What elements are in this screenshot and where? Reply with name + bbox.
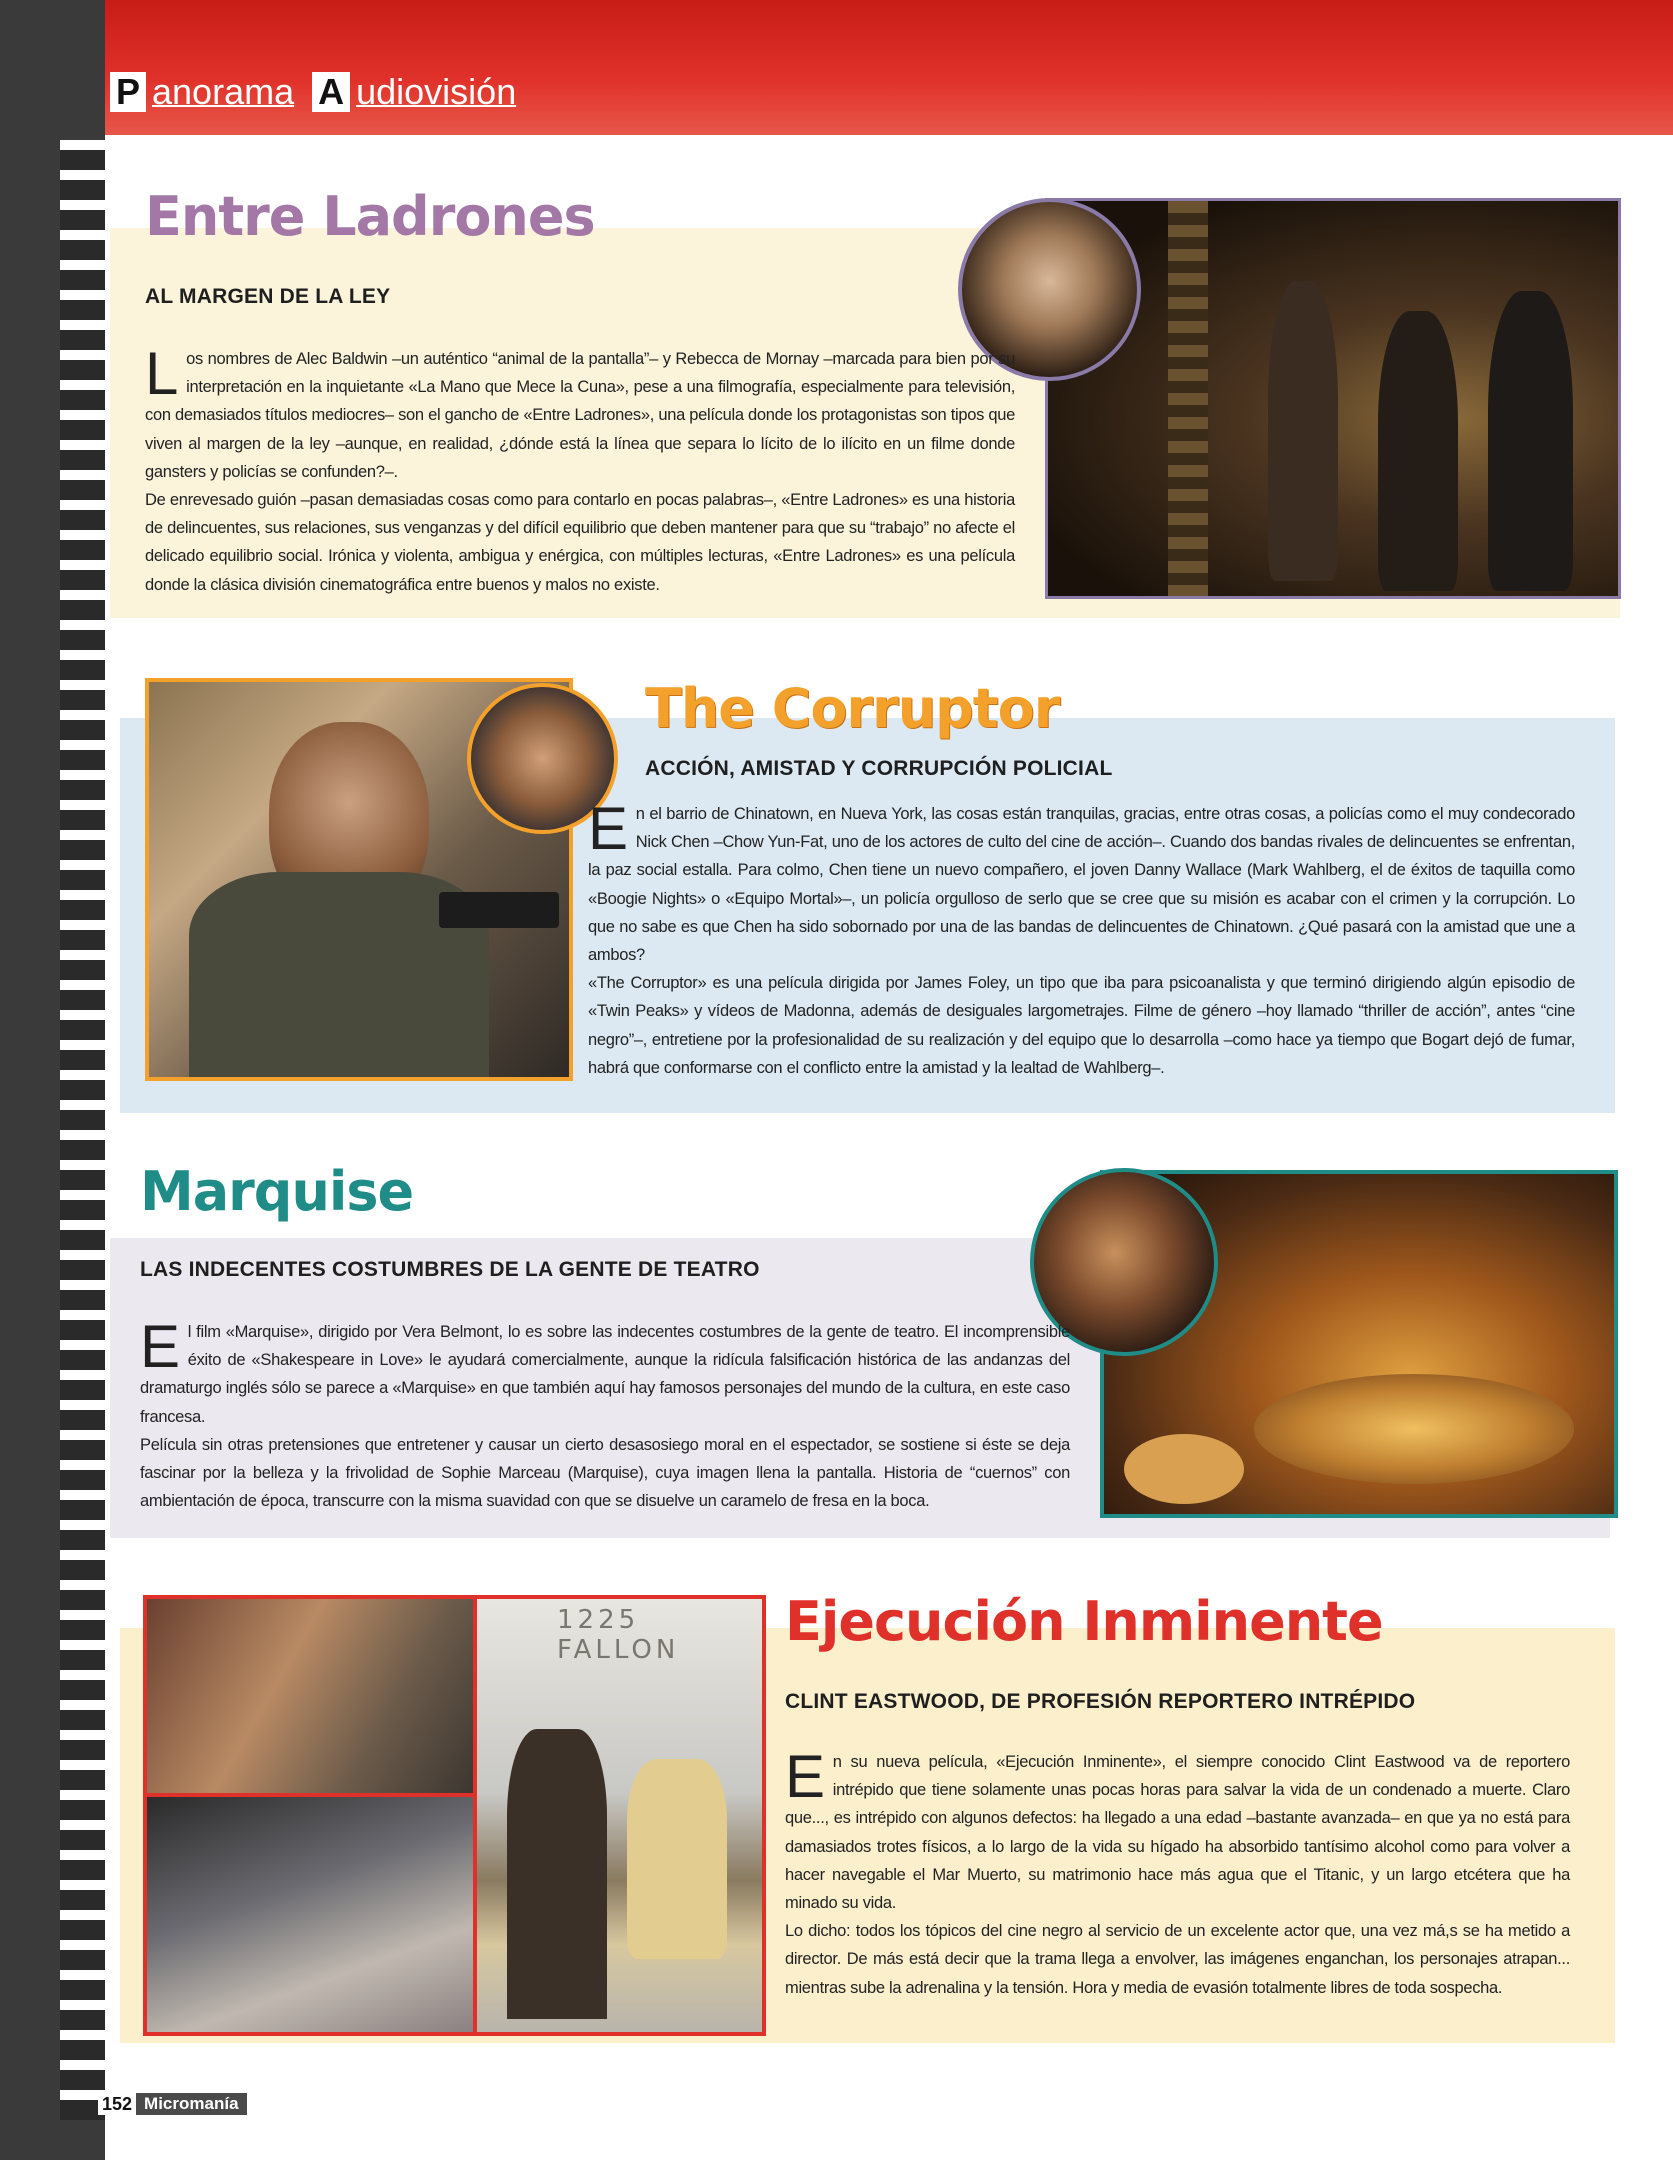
drop-cap: E (785, 1743, 825, 1810)
page-number: 152 (98, 2094, 136, 2115)
article-body-entre-ladrones (145, 340, 1015, 599)
paragraph: n el barrio de Chinatown, en Nueva York, las cosas están tranquilas, gracias, entre otras cosas, a policías como el muy condecorado Nick Chen –Chow Yun-Fat, uno de los actores de culto del cine de acción–. Cuando dos bandas rivales de delincuentes se enfrentan, la paz social estalla. Para colmo, Chen tiene un nuevo compañero, el joven Danny Wallace (Mark Wahlberg, el de éxitos de taquilla como «Boogie Nights» o «Equipo Mortal»–, un policía orgulloso de serlo que se cree que su misión es acabar con el crimen y la corrupción. Lo que no sabe es que Chen ha sido sobornado por una de las bandas de delincuentes de Chinatown. ¿Qué pasará con la amistad que une a ambos? (588, 805, 1575, 965)
ejecucion-still-photo-top (143, 1595, 481, 1801)
article-title-entre-ladrones: Entre Ladrones (145, 185, 595, 248)
paragraph: n su nueva película, «Ejecución Inminente», el siempre conocido Clint Eastwood va de reportero intrépido que tiene solamente unas pocas horas para salvar la vida de un condenado a muerte. Claro que..., es intrépido con algunos defectos: ha llegado a una edad –bastante avanzada– en que ya no está para damasiados trotes físicos, a lo largo de la vida su hígado ha absorbido tantísimo alcohol como para volver a hacer navegable el Mar Muerto, su matrimonio hace más agua que el Titanic, y un largo etcétera que ha minado su vida. (785, 1753, 1570, 1913)
paragraph: Película sin otras pretensiones que entretener y causar un cierto desasosiego moral en el espectador, se sostiene si éste se deja fascinar por la belleza y la frivolidad de Sophie Marceau (Marquise), cuya imagen llena la pantalla. Historia de “cuernos” con ambientación de época, transcurre con la misma suavidad con que se disuelve un caramelo de fresa en la boca. (140, 1435, 1070, 1511)
article-subtitle-marquise: LAS INDECENTES COSTUMBRES DE LA GENTE DE TEATRO (140, 1258, 760, 1281)
article-body-marquise (140, 1313, 1070, 1515)
article-subtitle-entre-ladrones: AL MARGEN DE LA LEY (145, 285, 391, 308)
drop-cap: L (145, 340, 179, 407)
magazine-name: Micromanía (136, 2093, 246, 2115)
paragraph: l film «Marquise», dirigido por Vera Belmont, lo es sobre las indecentes costumbres de la gente de teatro. El incomprensible éxito de «Shakespeare in Love» le ayudará comercialmente, aunque la ridícula falsificación histórica de las andanzas del dramaturgo inglés sólo se parece a «Marquise» en que también aquí hay famosos personajes del mundo de la cultura, en este caso francesa. (140, 1323, 1070, 1426)
photo-sign-text: 1225 FALLON (557, 1605, 680, 1665)
paragraph: os nombres de Alec Baldwin –un auténtico “animal de la pantalla”– y Rebecca de Mornay –marcada para bien por su interpretación en la inquietante «La Mano que Mece la Cuna», pese a una filmografía, especialmente para televisión, con demasiados títulos mediocres– son el gancho de «Entre Ladrones», una película donde los protagonistas son tipos que viven al margen de la ley –aunque, en realidad, ¿dónde está la línea que separa lo lícito de lo ilícito en un filme donde gansters y policías se confunden?–. (145, 350, 1015, 481)
section-label (110, 70, 528, 114)
article-title-the-corruptor: The Corruptor (645, 677, 1060, 740)
article-body-ejecucion-inminente (785, 1743, 1570, 2002)
article-title-marquise: Marquise (140, 1160, 414, 1223)
section-cap-p: P (110, 72, 146, 112)
spiral-binding (60, 140, 105, 2120)
paragraph: Lo dicho: todos los tópicos del cine negro al servicio de un excelente actor que, una vez má,s se ha metido a director. De más está decir que la trama llega a envolver, las imágenes enganchan, los personajes atrapan... mientras sube la adrenalina y la tensión. Hora y media de evasión totalmente libres de toda sospecha. (785, 1922, 1570, 1997)
drop-cap: E (588, 795, 628, 862)
section-word-audiovision: udiovisión (356, 71, 517, 112)
article-title-ejecucion-inminente: Ejecución Inminente (785, 1590, 1383, 1653)
paragraph: «The Corruptor» es una película dirigida por James Foley, un tipo que iba para psicoanalista y que terminó dirigiendo algún episodio de «Twin Peaks» y vídeos de Madonna, además de desiguales largometrajes. Filme de género –hoy llamado “thriller de acción”, antes “cine negro”–, entretiene por la profesionalidad de su realización y del equipo que lo desarrolla –como hace ya tiempo que Bogart dejó de fumar, habrá que conformarse con el conflicto entre la amistad y la lealtad de Wahlberg–. (588, 974, 1575, 1077)
ejecucion-still-photo-bottom (143, 1793, 481, 2036)
article-subtitle-ejecucion-inminente: CLINT EASTWOOD, DE PROFESIÓN REPORTERO INTRÉPIDO (785, 1690, 1416, 1713)
article-body-the-corruptor (588, 795, 1575, 1082)
ejecucion-still-photo-tall (473, 1595, 766, 2036)
section-word-panorama: anorama (152, 71, 295, 112)
article-subtitle-the-corruptor: ACCIÓN, AMISTAD Y CORRUPCIÓN POLICIAL (645, 757, 1113, 780)
paragraph: De enrevesado guión –pasan demasiadas cosas como para contarlo en pocas palabras–, «Entre Ladrones» es una historia de delincuentes, sus relaciones, sus venganzas y del difícil equilibrio que deben mantener para que su “trabajo” no afecte el delicado equilibrio social. Irónica y violenta, ambigua y enérgica, con múltiples lecturas, «Entre Ladrones» es una película donde la clásica división cinematográfica entre buenos y malos no existe. (145, 491, 1015, 594)
header-bar (105, 0, 1673, 135)
page-footer (98, 2092, 247, 2116)
section-cap-a: A (312, 72, 350, 112)
drop-cap: E (140, 1313, 180, 1380)
